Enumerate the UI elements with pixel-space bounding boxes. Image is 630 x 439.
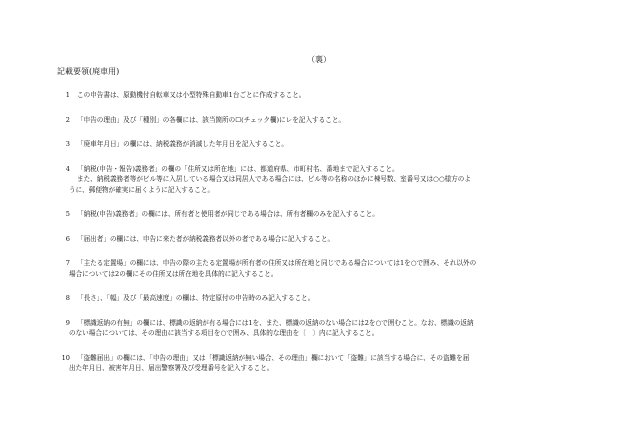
page-header: （裏） [307,55,331,64]
instruction-item-10 [57,353,577,374]
item-text: 「申告の理由」及び「種別」の各欄には、該当箇所の☐(チェック欄)にレを記入すること。 [77,115,346,124]
instruction-item-3 [57,139,577,150]
item-number: 7 [65,259,70,267]
instruction-item-7 [57,258,577,279]
item-number: 2 [65,115,70,124]
instruction-item-2 [57,115,577,126]
item-text: 「長さ」、「幅」及び「最高速度」の欄は、特定原付の申告時のみ記入すること。 [77,294,315,302]
item-number: 8 [65,294,70,302]
item-text: 「主たる定置場」の欄には、申告の際の主たる定置場が所有者の住所又は所在地と同じである場合については1を○で囲み、それ以外の [77,259,477,267]
item-text-continued: また、納税義務者等がビル等に入居している場合又は同居人である場合には、ビル等の名称のほかに棟号数、室番号又は○○様方のよ [77,175,471,183]
item-text-continued: 出た年月日、被害年月日、届出警察署及び受理番号を記入すること。 [69,364,274,372]
item-number: 5 [65,210,70,218]
item-text: 「納税(申告)義務者」の欄には、所有者と使用者が同じである場合は、所有者欄のみを記入すること。 [77,210,379,218]
item-number: 9 [65,318,70,327]
instruction-list [57,90,577,388]
item-number: 3 [65,140,70,148]
section-title: 記載要領(廃車用) [57,67,120,76]
item-number: 10 [61,353,70,362]
item-text-continued: 場合については2の欄にその住所又は所在地を具体的に記入すること。 [69,269,278,278]
item-text: 「納税(申告・報告)義務者」の欄の「住所又は所在地」には、都道府県、市町村名、番地まで記入すること。 [77,164,399,173]
item-text: 「廃車年月日」の欄には、納税義務が消滅した年月日を記入すること。 [77,140,288,148]
instruction-item-5 [57,209,577,220]
instruction-item-8 [57,293,577,304]
instruction-item-4 [57,164,577,196]
item-number: 4 [65,164,70,173]
item-number: 6 [65,234,70,243]
item-text-continued: うに、郵便物が確実に届くように記入すること。 [69,185,215,194]
item-text: 「盗難届出」の欄には、「申告の理由」又は「標識返納が無い場合、その理由」欄において「盗難」に該当する場合に、その盗難を届 [77,353,470,362]
item-text: 「標識返納の有無」の欄には、標識の返納が有る場合には1を、また、標識の返納のない場合には2を○で囲むこと。なお、標識の返納 [77,318,474,327]
item-text-continued: のない場合については、その理由に該当する項目を○で囲み、具体的な理由を〔 〕内に記入すること。 [69,329,379,337]
instruction-item-9 [57,318,577,339]
item-text: この申告書は、原動機付自転車又は小型特殊自動車1台ごとに作成すること。 [77,91,306,99]
item-number: 1 [65,91,70,99]
item-text: 「届出者」の欄には、申告に来た者が納税義務者以外の者である場合に記入すること。 [77,234,335,243]
instruction-item-6 [57,234,577,245]
instruction-item-1 [57,90,577,101]
